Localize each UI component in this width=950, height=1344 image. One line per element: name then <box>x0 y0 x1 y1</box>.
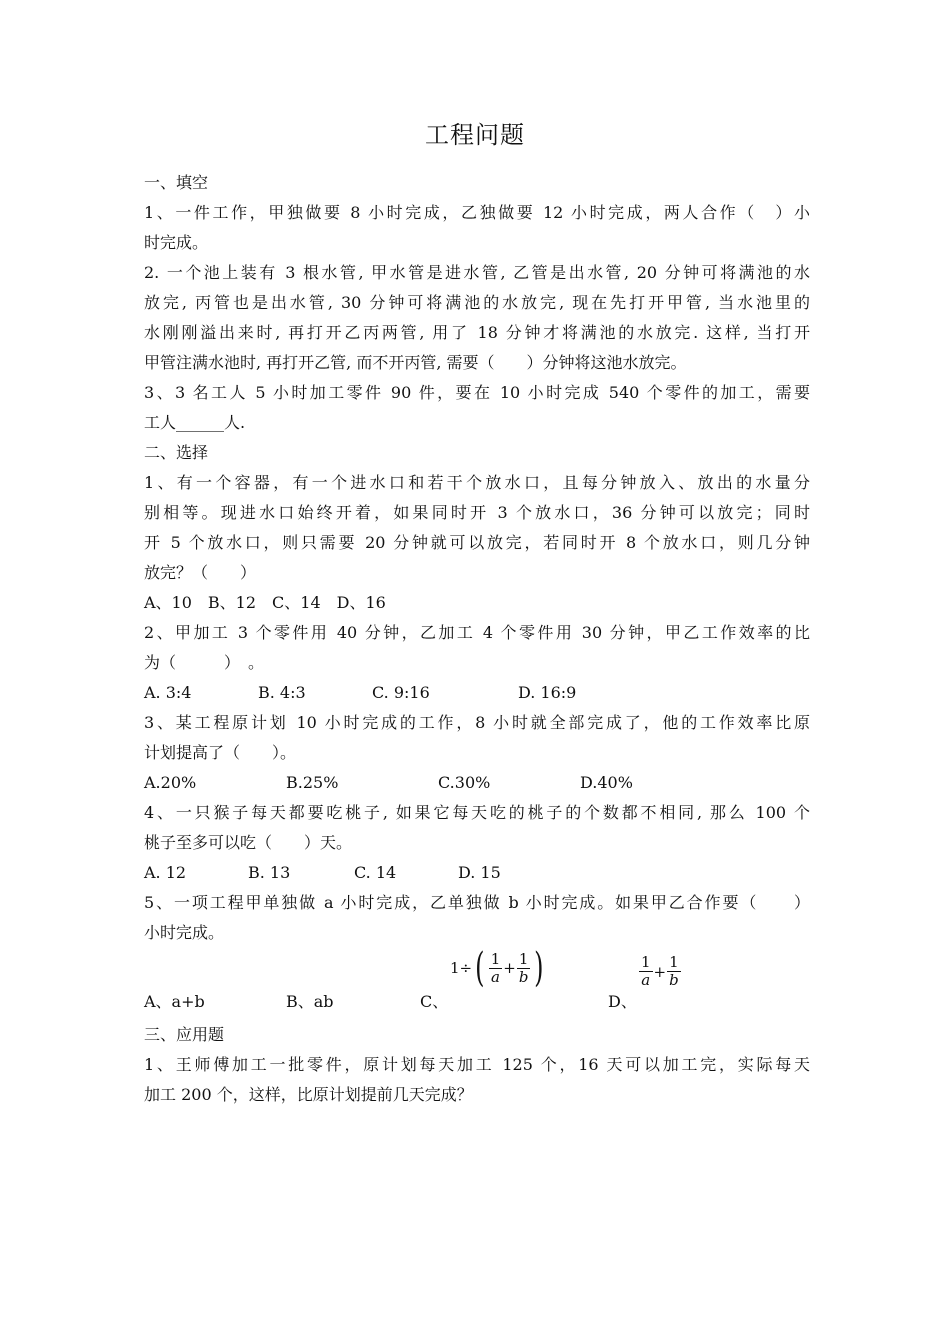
question-line: 2、甲加工 3 个零件用 40 分钟，乙加工 4 个零件用 30 分钟，甲乙工作效率的比 <box>144 623 810 642</box>
answer-options <box>144 768 810 798</box>
question-line: 桃子至多可以吃（ ）天。 <box>144 833 353 852</box>
section-heading-fill: 一、填空 <box>144 173 209 192</box>
question-line: 甲管注满水池时, 再打开乙管, 而不开丙管, 需要（ ）分钟将这池水放完。 <box>144 353 687 372</box>
question-line: 小时完成。 <box>144 923 225 942</box>
answer-options <box>144 858 810 888</box>
option-d: D.40% <box>580 773 633 792</box>
question-line: 工人______人. <box>144 413 246 432</box>
section-heading-apply: 三、应用题 <box>144 1025 225 1044</box>
question-line: 加工 200 个，这样，比原计划提前几天完成？ <box>144 1085 473 1104</box>
question-line: 2. 一个池上装有 3 根水管, 甲水管是进水管, 乙管是出水管, 20 分钟可将满池的水 <box>144 263 810 282</box>
answer-options: A、10 B、12 C、14 D、16 <box>144 593 386 612</box>
option-c: C. 14 <box>354 863 397 882</box>
question-line: 3、某工程原计划 10 小时完成的工作，8 小时就全部完成了，他的工作效率比原 <box>144 713 810 732</box>
option-c: C. 9:16 <box>372 683 430 702</box>
option-a: A. 3:4 <box>144 683 192 702</box>
question-line: 1、王师傅加工一批零件，原计划每天加工 125 个，16 天可以加工完，实际每天 <box>144 1055 810 1074</box>
question-line: 计划提高了（ ）。 <box>144 743 297 762</box>
option-b: B.25% <box>286 773 339 792</box>
answer-options-formulas <box>144 945 810 1014</box>
option-a: A.20% <box>144 773 197 792</box>
question-line: 水刚刚溢出来时, 再打开乙丙两管, 用了 18 分钟才将满池的水放完. 这样, 当打开 <box>144 323 810 342</box>
question-line: 4、一只猴子每天都要吃桃子, 如果它每天吃的桃子的个数都不相同, 那么 100 个 <box>144 803 810 822</box>
option-c: C、 <box>420 992 449 1011</box>
document-body <box>144 168 810 1110</box>
formula-d: $\frac{1}{a}$ + $\frac{1}{b}$ <box>641 953 679 989</box>
option-c: C.30% <box>438 773 491 792</box>
option-d: D. 16:9 <box>518 683 577 702</box>
question-line: 为（ ） 。 <box>144 653 265 672</box>
question-line: 3、3 名工人 5 小时加工零件 90 件，要在 10 小时完成 540 个零件的加工，需要 <box>144 383 810 402</box>
option-b: B、ab <box>286 992 334 1011</box>
option-d: D. 15 <box>458 863 501 882</box>
option-d: D、 <box>608 992 637 1011</box>
question-line: 1、有一个容器，有一个进水口和若干个放水口，且每分钟放入、放出的水量分 <box>144 473 810 492</box>
question-line: 放完, 丙管也是出水管, 30 分钟可将满池的水放完, 现在先打开甲管, 当水池里的 <box>144 293 810 312</box>
formula-c: 1÷( $\frac{1}{a}$ + $\frac{1}{b}$ ) <box>450 945 544 991</box>
section-heading-choice: 二、选择 <box>144 443 209 462</box>
question-line: 别相等。现进水口始终开着，如果同时开 3 个放水口，36 分钟可以放完；同时 <box>144 503 810 522</box>
option-a: A. 12 <box>144 863 187 882</box>
question-line: 放完？（ ） <box>144 563 257 582</box>
option-b: B. 13 <box>248 863 291 882</box>
answer-options <box>144 678 810 708</box>
page-title: 工程问题 <box>425 121 525 149</box>
question-line: 1、一件工作，甲独做要 8 小时完成，乙独做要 12 小时完成，两人合作（ ）小 <box>144 203 810 222</box>
question-line: 开 5 个放水口，则只需要 20 分钟就可以放完，若同时开 8 个放水口，则几分钟 <box>144 533 810 552</box>
question-line: 时完成。 <box>144 233 209 252</box>
question-line: 5、一项工程甲单独做 a 小时完成，乙单独做 b 小时完成。如果甲乙合作要（ ） <box>144 893 810 912</box>
option-a: A、a+b <box>144 992 205 1011</box>
option-b: B. 4:3 <box>258 683 306 702</box>
